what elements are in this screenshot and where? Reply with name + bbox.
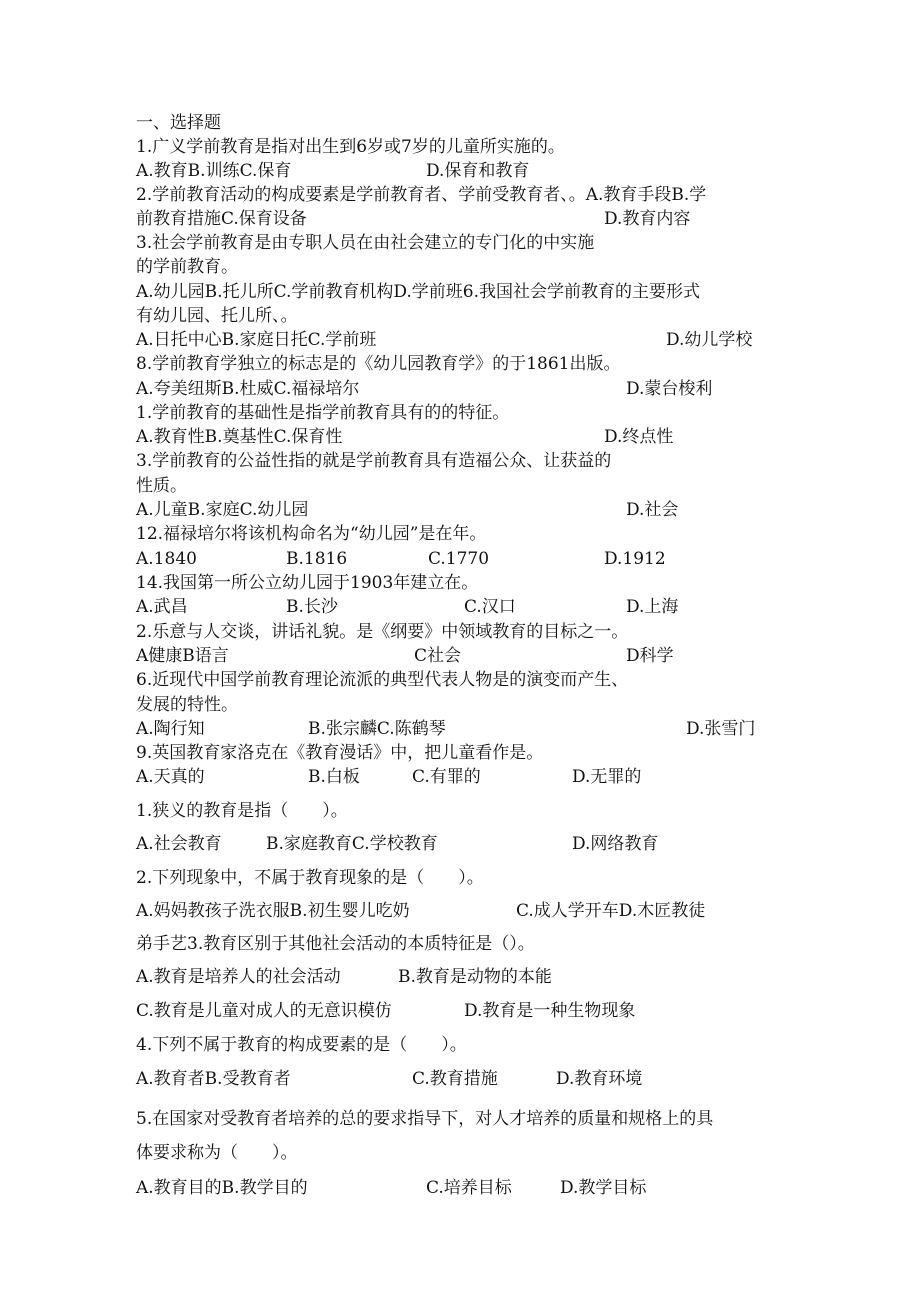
option-text: C.培养目标 bbox=[426, 1178, 512, 1198]
option-text: A.妈妈教孩子洗衣服B.初生婴儿吃奶 bbox=[136, 901, 410, 921]
option-text: A.儿童B.家庭C.幼儿园 bbox=[136, 500, 309, 520]
question-line: 3.学前教育的公益性指的就是学前教育具有造福公众、让获益的 bbox=[136, 451, 612, 471]
option-text: B.张宗麟C.陈鹤琴 bbox=[308, 719, 446, 739]
question-line: 14.我国第一所公立幼儿园于1903年建立在。 bbox=[136, 573, 479, 593]
option-text: D.教育环境 bbox=[556, 1069, 643, 1089]
option-text: B.教育是动物的本能 bbox=[398, 967, 552, 987]
option-text: D.上海 bbox=[626, 597, 679, 617]
option-text: D.1912 bbox=[604, 549, 666, 569]
question-line: 发展的特性。 bbox=[136, 695, 238, 715]
option-text: A.社会教育 bbox=[136, 834, 222, 854]
question-line: 的学前教育。 bbox=[136, 257, 238, 277]
option-text: C.1770 bbox=[428, 549, 490, 569]
question-line: 8.学前教育学独立的标志是的《幼儿园教育学》的于1861出版。 bbox=[136, 354, 621, 374]
option-text: A.教育B.训练C.保育 bbox=[136, 161, 292, 181]
option-text: D.教育内容 bbox=[604, 209, 691, 229]
option-text: A健康B语言 bbox=[136, 646, 229, 666]
option-text: D.保育和教育 bbox=[426, 161, 530, 181]
option-text: A.教育性B.奠基性C.保育性 bbox=[136, 427, 343, 447]
option-text: D.教学目标 bbox=[560, 1178, 647, 1198]
question-line: 体要求称为（ ）。 bbox=[136, 1143, 298, 1163]
question-line: 1.狭义的教育是指（ ）。 bbox=[136, 801, 348, 821]
option-text: D.蒙台梭利 bbox=[626, 379, 713, 399]
question-line: 12.福禄培尔将该机构命名为“幼儿园”是在年。 bbox=[136, 524, 487, 544]
question-line: 3.社会学前教育是由专职人员在由社会建立的专门化的中实施 bbox=[136, 233, 595, 253]
option-text: A.教育是培养人的社会活动 bbox=[136, 967, 341, 987]
option-text: A.教育目的B.教学目的 bbox=[136, 1178, 308, 1198]
question-line: 1.广义学前教育是指对出生到6岁或7岁的儿童所实施的。 bbox=[136, 137, 565, 157]
option-text: 前教育措施C.保育设备 bbox=[136, 209, 307, 229]
option-text: A.武昌 bbox=[136, 597, 188, 617]
option-text: B.白板 bbox=[308, 767, 360, 787]
option-text: A.日托中心B.家庭日托C.学前班 bbox=[136, 330, 377, 350]
option-text: C社会 bbox=[414, 646, 462, 666]
question-line: 6.近现代中国学前教育理论流派的典型代表人物是的演变而产生、 bbox=[136, 670, 629, 690]
option-text: D.张雪门 bbox=[686, 719, 756, 739]
option-text: B.长沙 bbox=[286, 597, 338, 617]
option-text: D科学 bbox=[626, 646, 674, 666]
question-line: 2.下列现象中，不属于教育现象的是（ ）。 bbox=[136, 868, 484, 888]
option-text: D.终点性 bbox=[604, 427, 674, 447]
section-title: 一、选择题 bbox=[136, 113, 221, 133]
question-line: 5.在国家对受教育者培养的总的要求指导下，对人才培养的质量和规格上的具 bbox=[136, 1109, 714, 1129]
option-text: A.1840 bbox=[136, 549, 197, 569]
option-text: D.幼儿学校 bbox=[666, 330, 753, 350]
question-line: 2.学前教育活动的构成要素是学前教育者、学前受教育者、。A.教育手段B.学 bbox=[136, 185, 707, 205]
options-line: A.幼儿园B.托儿所C.学前教育机构D.学前班6.我国社会学前教育的主要形式 bbox=[136, 282, 701, 302]
option-text: B.家庭教育C.学校教育 bbox=[266, 834, 438, 854]
option-text: C.教育措施 bbox=[412, 1069, 498, 1089]
question-line: 有幼儿园、托儿所、。 bbox=[136, 306, 298, 326]
option-text: C.成人学开车D.木匠教徒 bbox=[516, 901, 706, 921]
question-line: 性质。 bbox=[136, 476, 187, 496]
question-line: 9.英国教育家洛克在《教育漫话》中，把儿童看作是。 bbox=[136, 743, 544, 763]
option-text: A.教育者B.受教育者 bbox=[136, 1069, 291, 1089]
option-text: D.无罪的 bbox=[572, 767, 642, 787]
option-text: C.有罪的 bbox=[412, 767, 481, 787]
question-line: 4.下列不属于教育的构成要素的是（ ）。 bbox=[136, 1035, 467, 1055]
option-text: C.教育是儿童对成人的无意识模仿 bbox=[136, 1001, 392, 1021]
option-text: A.天真的 bbox=[136, 767, 205, 787]
question-line: 2.乐意与人交谈，讲话礼貌。是《纲要》中领域教育的目标之一。 bbox=[136, 622, 629, 642]
question-line: 1.学前教育的基础性是指学前教育具有的的特征。 bbox=[136, 403, 510, 423]
option-text: B.1816 bbox=[286, 549, 348, 569]
option-text: A.夸美纽斯B.杜威C.福禄培尔 bbox=[136, 379, 360, 399]
option-text: D.网络教育 bbox=[572, 834, 659, 854]
option-text: D.教育是一种生物现象 bbox=[464, 1001, 636, 1021]
option-text: C.汉口 bbox=[464, 597, 516, 617]
option-text: D.社会 bbox=[626, 500, 679, 520]
question-line: 弟手艺3.教育区别于其他社会活动的本质特征是（）。 bbox=[136, 934, 535, 954]
option-text: A.陶行知 bbox=[136, 719, 205, 739]
